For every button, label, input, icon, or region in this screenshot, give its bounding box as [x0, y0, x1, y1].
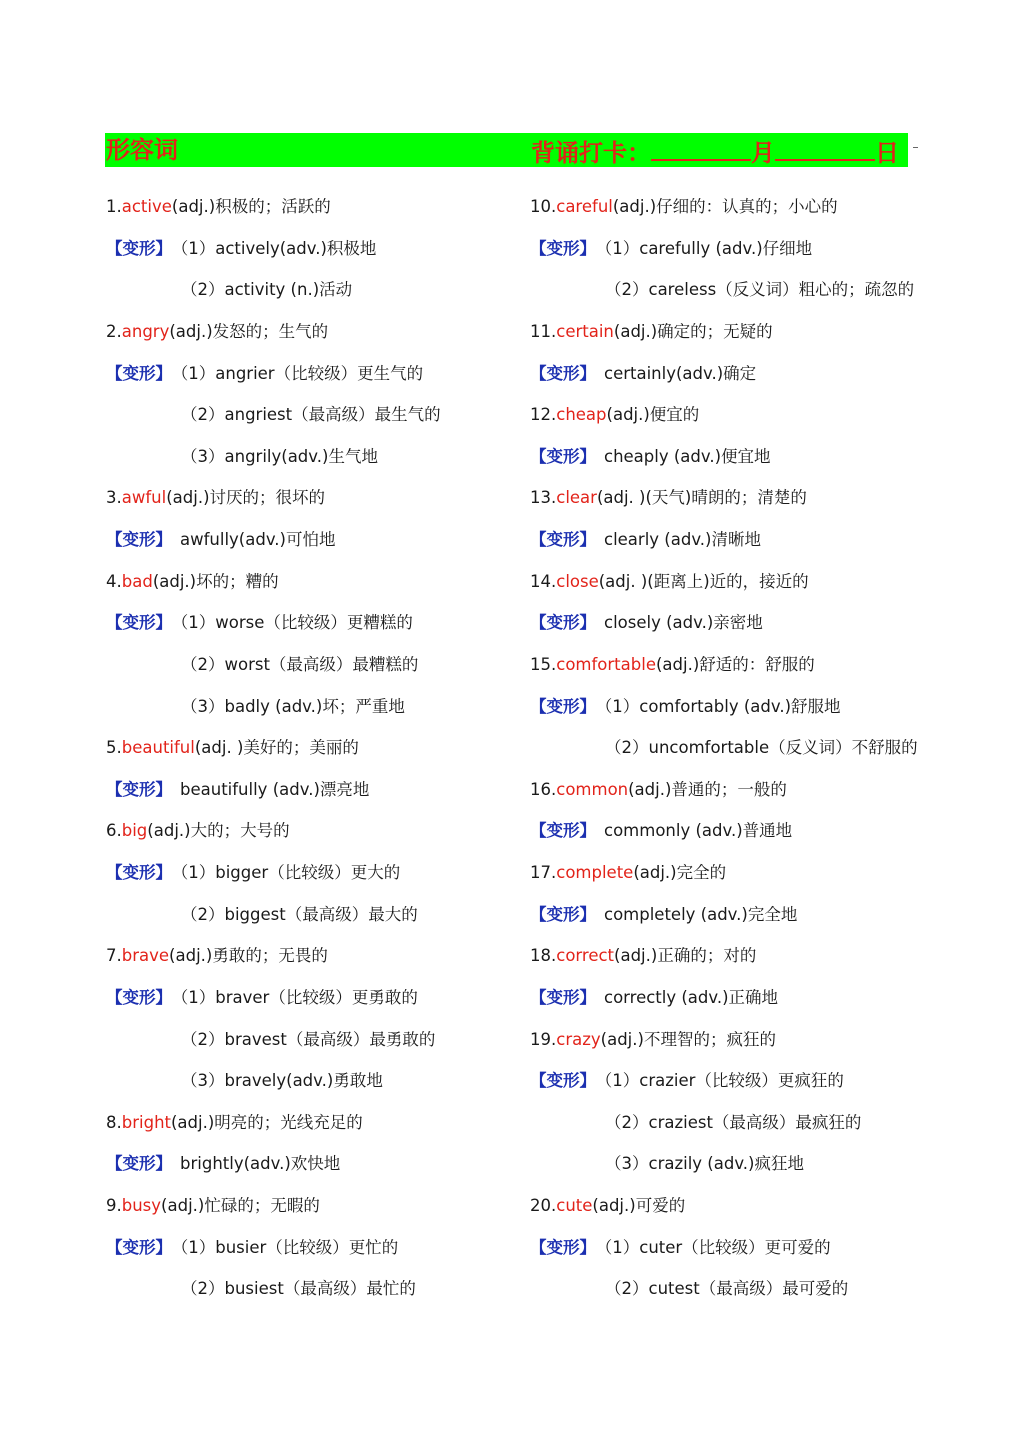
checkin-label: 背诵打卡： [531, 139, 651, 167]
vocab-entry-line [530, 1185, 918, 1227]
entry-definition: (adj. )美好的；美丽的 [194, 738, 359, 758]
vocab-entry-line [530, 644, 918, 686]
variant-tag: 【变形】 [106, 613, 172, 633]
variant-subline [106, 394, 441, 436]
vocab-entry-line [106, 1102, 441, 1144]
entry-number: 19. [530, 1029, 557, 1049]
vocab-entry-line [530, 477, 918, 519]
variant-tag: 【变形】 [530, 446, 596, 466]
checkin-line [531, 133, 899, 167]
variant-text: （2）activity (n.)活动 [181, 280, 353, 300]
variant-tag: 【变形】 [106, 363, 172, 383]
variant-text: （1）busier（比较级）更忙的 [180, 1237, 399, 1257]
entry-word: bad [121, 571, 153, 591]
entry-number: 14. [530, 571, 557, 591]
variant-subline [106, 686, 441, 728]
variant-text: （1）worse（比较级）更糟糕的 [180, 613, 413, 633]
entry-word: beautiful [121, 738, 195, 758]
entry-definition: (adj.)完全的 [633, 863, 727, 882]
variant-tag: 【变形】 [106, 238, 172, 258]
variant-text: awfully(adv.)可怕地 [180, 530, 336, 549]
entry-number: 20. [530, 1196, 557, 1215]
variant-text: （1）actively(adv.)积极地 [180, 238, 377, 258]
entry-word: comfortable [556, 654, 656, 674]
variant-tag: 【变形】 [530, 1071, 596, 1091]
vocab-entry-line [106, 186, 441, 228]
entry-word: cheap [556, 405, 607, 425]
variant-tag: 【变形】 [106, 1154, 172, 1174]
variant-text: （1）braver（比较级）更勇敢的 [180, 987, 418, 1007]
variant-text: （2）cutest（最高级）最可爱的 [605, 1279, 849, 1299]
entry-definition: (adj. )(距离上)近的，接近的 [598, 571, 809, 591]
variant-line [106, 602, 441, 644]
vocab-entry-line [530, 311, 918, 353]
variant-text: （3）angrily(adv.)生气地 [181, 446, 378, 466]
entry-number: 9. [106, 1196, 122, 1215]
variant-subline [106, 1268, 441, 1310]
variant-text: （2）biggest（最高级）最大的 [181, 904, 418, 924]
vocab-entry-line [530, 852, 918, 894]
variant-subline [106, 436, 441, 478]
entry-number: 10. [530, 197, 557, 216]
variant-tag: 【变形】 [106, 987, 172, 1007]
variant-tag: 【变形】 [530, 987, 596, 1007]
entry-number: 16. [530, 779, 557, 799]
variant-text: （1）bigger（比较级）更大的 [180, 863, 401, 882]
entry-number: 15. [530, 654, 557, 674]
entry-definition: (adj.)忙碌的；无暇的 [161, 1196, 320, 1215]
variant-text: （1）crazier（比较级）更疯狂的 [604, 1071, 844, 1091]
variant-line [106, 852, 441, 894]
variant-line [106, 353, 441, 395]
vocab-entry-line [530, 935, 918, 977]
variant-text: （3）crazily (adv.)疯狂地 [605, 1154, 804, 1174]
vocab-entry-line [106, 1185, 441, 1227]
variant-line [106, 1227, 441, 1269]
entry-definition: (adj.)讨厌的；很坏的 [166, 488, 326, 508]
variant-text: （2）careless（反义词）粗心的；疏忽的 [605, 280, 915, 300]
vocab-entry-line [106, 810, 441, 852]
variant-line [530, 519, 918, 561]
variant-line [106, 519, 441, 561]
entry-number: 2. [106, 321, 122, 341]
entry-number: 11. [530, 321, 557, 341]
vocab-entry-line [106, 727, 441, 769]
variant-text: （2）worst（最高级）最糟糕的 [181, 654, 419, 674]
entry-definition: (adj.)可爱的 [592, 1196, 686, 1215]
variant-text: certainly(adv.)确定 [604, 363, 757, 383]
entry-word: clear [556, 488, 597, 508]
entry-number: 18. [530, 946, 557, 966]
vocab-entry-line [106, 935, 441, 977]
entry-definition: (adj.)明亮的；光线充足的 [171, 1112, 363, 1132]
header-tick-mark [913, 147, 918, 148]
entry-definition: (adj.)不理智的；疯狂的 [600, 1029, 776, 1049]
entry-word: correct [556, 946, 615, 966]
variant-line [530, 602, 918, 644]
variant-text: clearly (adv.)清晰地 [604, 530, 761, 549]
vocab-entry-line [530, 186, 918, 228]
entry-number: 5. [106, 738, 122, 758]
variant-tag: 【变形】 [106, 530, 172, 549]
variant-text: （2）bravest（最高级）最勇敢的 [181, 1029, 436, 1049]
variant-text: （1）cuter（比较级）更可爱的 [604, 1237, 831, 1257]
entry-number: 4. [106, 571, 122, 591]
variant-text: closely (adv.)亲密地 [604, 613, 763, 633]
entry-word: complete [556, 863, 634, 882]
variant-subline [530, 269, 918, 311]
month-blank[interactable] [651, 133, 751, 161]
variant-text: completely (adv.)完全地 [604, 904, 798, 924]
variant-text: （2）busiest（最高级）最忙的 [181, 1279, 416, 1299]
variant-text: （2）craziest（最高级）最疯狂的 [605, 1112, 862, 1132]
variant-tag: 【变形】 [530, 821, 596, 841]
variant-text: cheaply (adv.)便宜地 [604, 446, 771, 466]
variant-line [530, 436, 918, 478]
variant-tag: 【变形】 [530, 904, 596, 924]
day-blank[interactable] [775, 133, 875, 161]
variant-text: （2）angriest（最高级）最生气的 [181, 405, 441, 425]
variant-line [106, 228, 441, 270]
entry-word: big [121, 821, 148, 841]
variant-tag: 【变形】 [530, 1237, 596, 1257]
variant-line [106, 1143, 441, 1185]
entry-number: 7. [106, 946, 122, 966]
variant-tag: 【变形】 [106, 863, 172, 882]
variant-tag: 【变形】 [530, 238, 596, 258]
variant-line [106, 769, 441, 811]
variant-tag: 【变形】 [530, 696, 596, 716]
variant-text: （2）uncomfortable（反义词）不舒服的 [605, 738, 918, 758]
entry-definition: (adj.)舒适的：舒服的 [655, 654, 815, 674]
variant-line [530, 353, 918, 395]
variant-tag: 【变形】 [106, 1237, 172, 1257]
vocab-entry-line [106, 561, 441, 603]
variant-text: correctly (adv.)正确地 [604, 987, 779, 1007]
variant-subline [106, 1060, 441, 1102]
entry-word: common [556, 779, 629, 799]
entry-word: cute [556, 1196, 593, 1215]
variant-text: brightly(adv.)欢快地 [180, 1154, 341, 1174]
variant-line [530, 228, 918, 270]
vocab-entry-line [530, 1019, 918, 1061]
variant-tag: 【变形】 [530, 363, 596, 383]
variant-line [106, 977, 441, 1019]
entry-word: brave [121, 946, 170, 966]
variant-tag: 【变形】 [530, 530, 596, 549]
entry-word: busy [121, 1196, 162, 1215]
entry-definition: (adj.)勇敢的；无畏的 [169, 946, 328, 966]
entry-definition: (adj.)积极的；活跃的 [171, 197, 331, 216]
entry-word: awful [121, 488, 167, 508]
entry-definition: (adj.)仔细的：认真的；小心的 [612, 197, 838, 216]
variant-line [530, 1227, 918, 1269]
variant-line [530, 810, 918, 852]
entry-number: 3. [106, 488, 122, 508]
variant-tag: 【变形】 [530, 613, 596, 633]
entry-number: 6. [106, 821, 122, 841]
variant-text: （3）badly (adv.)坏；严重地 [181, 696, 405, 716]
variant-line [530, 977, 918, 1019]
entry-word: certain [556, 321, 614, 341]
entry-word: crazy [556, 1029, 601, 1049]
vocab-entry-line [106, 311, 441, 353]
variant-text: （1）carefully (adv.)仔细地 [604, 238, 813, 258]
entry-word: careful [556, 197, 613, 216]
month-label: 月 [751, 139, 775, 167]
variant-tag: 【变形】 [106, 779, 172, 799]
variant-subline [530, 1268, 918, 1310]
entry-definition: (adj.)发怒的；生气的 [169, 321, 329, 341]
variant-line [530, 894, 918, 936]
entry-definition: (adj. )(天气)晴朗的；清楚的 [596, 488, 807, 508]
variant-text: commonly (adv.)普通地 [604, 821, 793, 841]
entry-word: active [121, 197, 172, 216]
entry-number: 8. [106, 1112, 122, 1132]
entry-word: close [556, 571, 599, 591]
day-label: 日 [875, 139, 899, 167]
variant-text: （1）angrier（比较级）更生气的 [180, 363, 424, 383]
entry-definition: (adj.)便宜的 [606, 405, 700, 425]
variant-subline [106, 644, 441, 686]
entry-definition: (adj.)普通的；一般的 [628, 779, 787, 799]
variant-subline [106, 269, 441, 311]
variant-text: （1）comfortably (adv.)舒服地 [604, 696, 841, 716]
entry-number: 1. [106, 197, 122, 216]
variant-line [530, 686, 918, 728]
entry-definition: (adj.)确定的；无疑的 [613, 321, 773, 341]
vocab-entry-line [106, 477, 441, 519]
right-column [530, 186, 918, 1310]
entry-definition: (adj.)大的；大号的 [147, 821, 290, 841]
entry-number: 17. [530, 863, 557, 882]
entry-word: angry [121, 321, 170, 341]
variant-subline [106, 894, 441, 936]
entry-word: bright [121, 1112, 171, 1132]
variant-text: （3）bravely(adv.)勇敢地 [181, 1071, 383, 1091]
left-column [106, 186, 441, 1310]
vocab-entry-line [530, 769, 918, 811]
page-title: 形容词 [106, 136, 178, 164]
variant-subline [530, 1143, 918, 1185]
variant-subline [530, 1102, 918, 1144]
entry-number: 12. [530, 405, 557, 425]
entry-number: 13. [530, 488, 557, 508]
entry-definition: (adj.)正确的；对的 [614, 946, 757, 966]
vocab-entry-line [530, 394, 918, 436]
variant-subline [106, 1019, 441, 1061]
variant-text: beautifully (adv.)漂亮地 [180, 779, 370, 799]
entry-definition: (adj.)坏的；糟的 [152, 571, 279, 591]
variant-subline [530, 727, 918, 769]
vocab-entry-line [530, 561, 918, 603]
variant-line [530, 1060, 918, 1102]
